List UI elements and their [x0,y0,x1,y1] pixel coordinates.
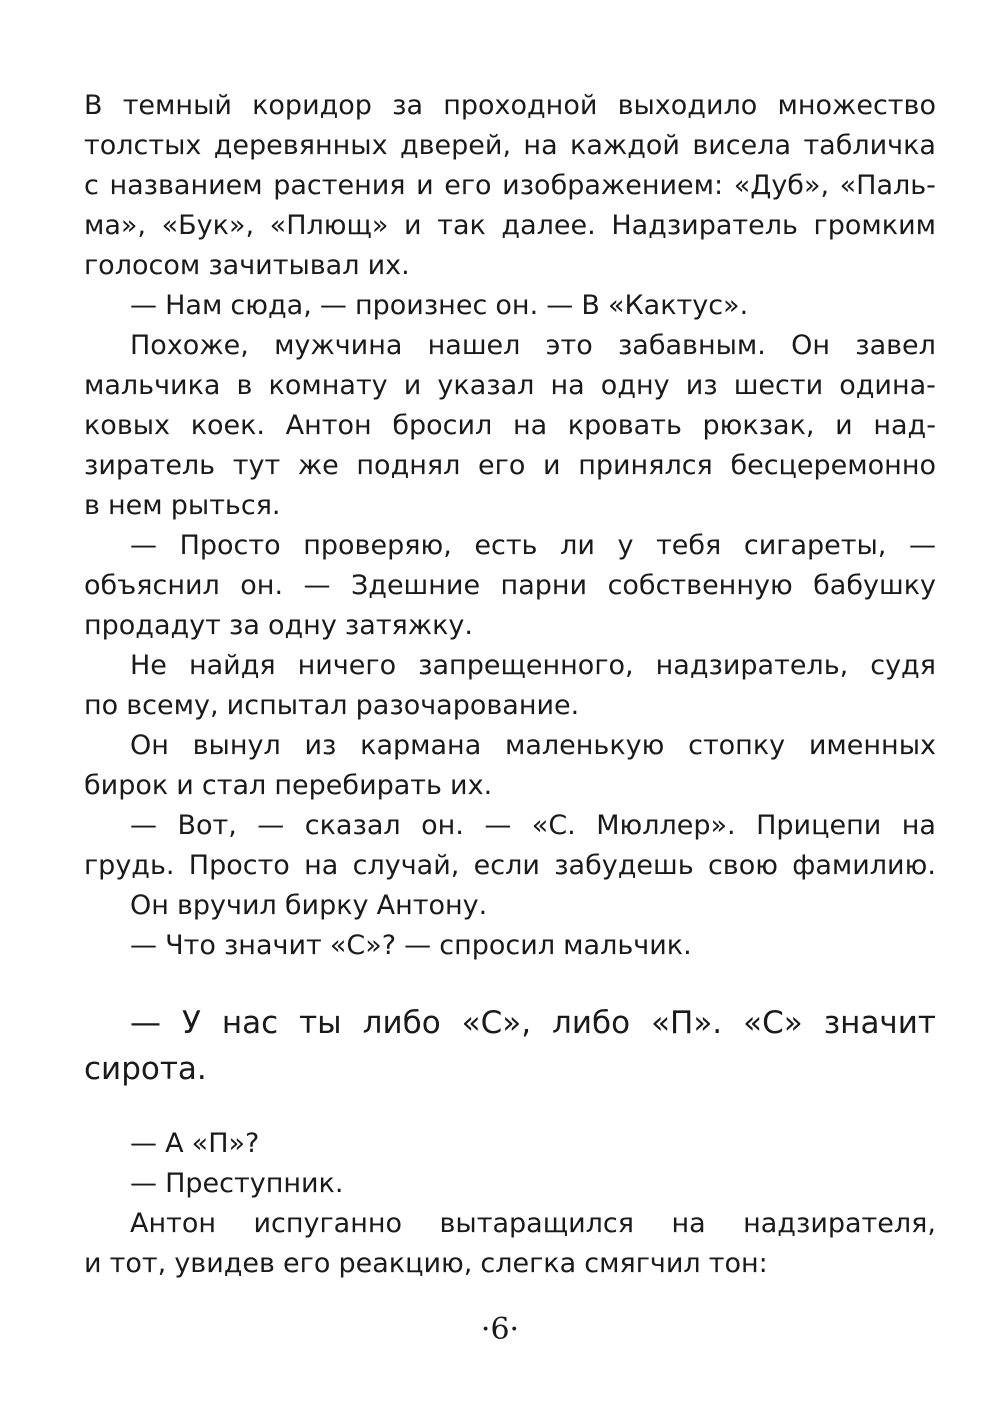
text-line: — У нас ты либо «С», либо «П». «С» значит [130,1005,936,1041]
text-line: — Просто проверяю, есть ли у тебя сигареты, — [130,530,936,561]
text-line: — А «П»? [130,1128,260,1159]
text-line: грудь. Просто на случай, если забудешь свою фамилию. [84,850,936,881]
text-line: зиратель тут же поднял его и принялся бесцеремонно [84,450,936,481]
text-line: — Что значит «С»? — спросил мальчик. [130,930,692,961]
text-line: и тот, увидев его реакцию, слегка смягчил тон: [84,1248,768,1279]
text-line: объяснил он. — Здешние парни собственную бабушку [84,570,936,601]
page-number: ·6· [480,1312,520,1347]
text-line: Антон испуганно вытаращился на надзирателя, [130,1208,936,1239]
text-line: мальчика в комнату и указал на одну из шести одина- [84,370,936,401]
text-line: Он вручил бирку Антону. [130,890,488,921]
text-line: — Вот, — сказал он. — «С. Мюллер». Прицепи на [130,810,936,841]
text-line: — Преступник. [130,1168,344,1199]
text-line: в нем рыться. [84,490,281,521]
text-line: ковых коек. Антон бросил на кровать рюкзак, и над- [84,410,936,441]
text-line: голосом зачитывал их. [84,250,410,281]
text-line: В темный коридор за проходной выходило множество [84,90,936,121]
text-line: с названием растения и его изображением: «Дуб», «Паль- [84,170,936,201]
text-line: сирота. [84,1051,207,1087]
text-line: — Нам сюда, — произнес он. — В «Кактус». [130,290,749,321]
text-line: Не найдя ничего запрещенного, надзиратель, судя [130,650,936,681]
text-line: бирок и стал перебирать их. [84,770,493,801]
text-line: Он вынул из кармана маленькую стопку именных [130,730,936,761]
text-line: ма», «Бук», «Плющ» и так далее. Надзиратель громким [84,210,936,241]
text-line: толстых деревянных дверей, на каждой висела табличка [84,130,936,161]
text-line: Похоже, мужчина нашел это забавным. Он завел [130,330,936,361]
text-line: по всему, испытал разочарование. [84,690,580,721]
text-line: продадут за одну затяжку. [84,610,473,641]
